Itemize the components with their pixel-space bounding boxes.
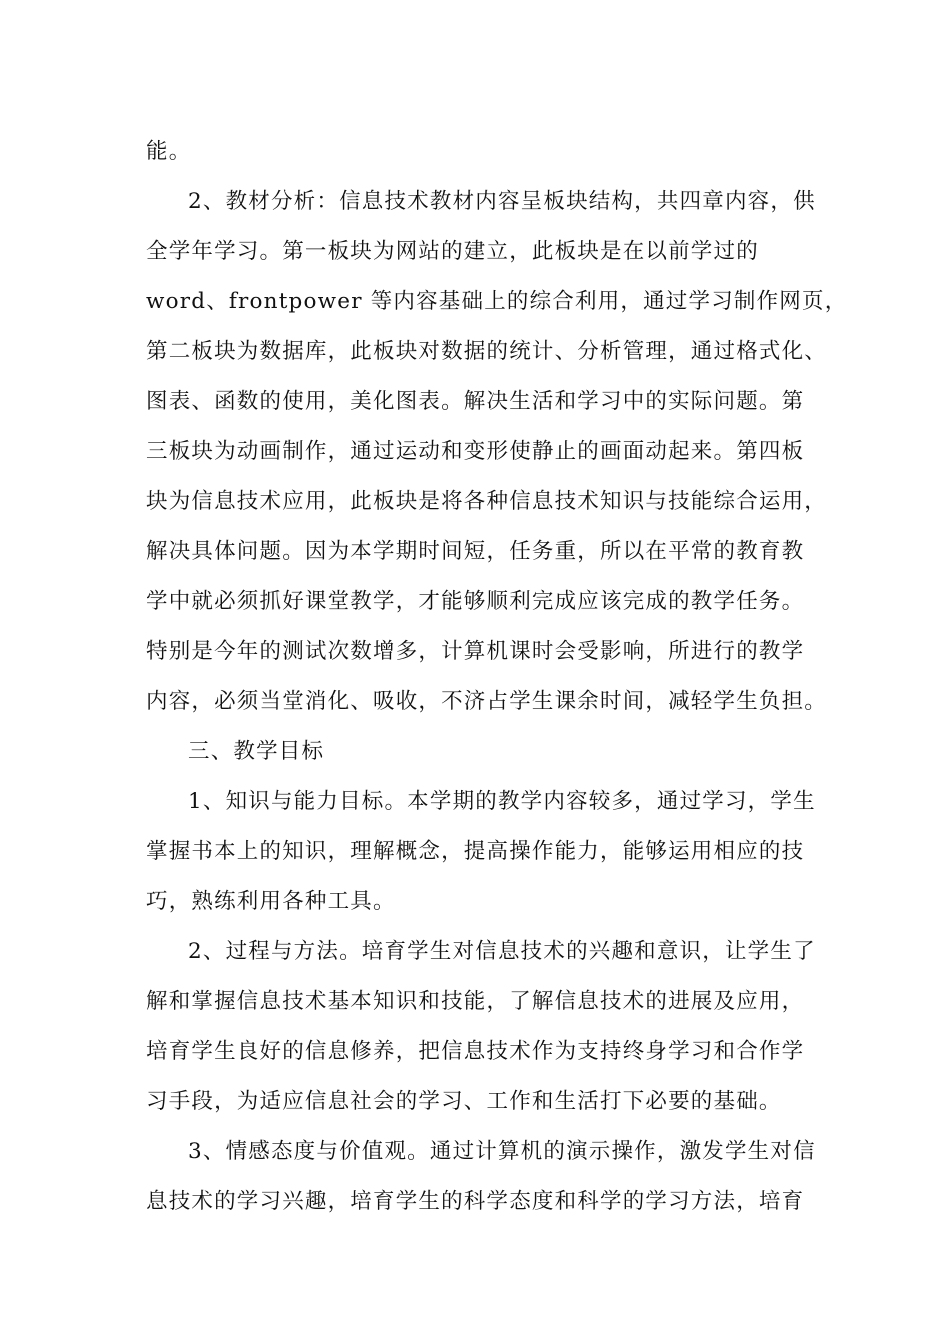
text-line: 解和掌握信息技术基本知识和技能，了解信息技术的进展及应用， bbox=[146, 989, 805, 1014]
text-line: 特别是今年的测试次数增多，计算机课时会受影响，所进行的教学 bbox=[146, 639, 805, 664]
text-line: 内容，必须当堂消化、吸收，不济占学生课余时间，减轻学生负担。 bbox=[146, 689, 828, 714]
text-line: 习手段，为适应信息社会的学习、工作和生活打下必要的基础。 bbox=[146, 1089, 782, 1114]
text-line: 第二板块为数据库，此板块对数据的统计、分析管理，通过格式化、 bbox=[146, 339, 828, 364]
text-line: 息技术的学习兴趣，培育学生的科学态度和科学的学习方法，培育 bbox=[146, 1189, 805, 1214]
paragraph-first-line: 2、过程与方法。培育学生对信息技术的兴趣和意识，让学生了 bbox=[188, 939, 816, 964]
text-line: 全学年学习。第一板块为网站的建立，此板块是在以前学过的 bbox=[146, 239, 759, 264]
text-line: 块为信息技术应用，此板块是将各种信息技术知识与技能综合运用， bbox=[146, 489, 828, 514]
paragraph-first-line: 3、情感态度与价值观。通过计算机的演示操作，激发学生对信 bbox=[188, 1139, 816, 1164]
text-line: 解决具体问题。因为本学期时间短，任务重，所以在平常的教育教 bbox=[146, 539, 805, 564]
text-line: 巧，熟练利用各种工具。 bbox=[146, 889, 396, 914]
paragraph-first-line: 2、教材分析：信息技术教材内容呈板块结构，共四章内容，供 bbox=[188, 189, 816, 214]
paragraph-first-line: 1、知识与能力目标。本学期的教学内容较多，通过学习，学生 bbox=[188, 789, 816, 814]
text-line: 掌握书本上的知识，理解概念，提高操作能力，能够运用相应的技 bbox=[146, 839, 805, 864]
text-line: 图表、函数的使用，美化图表。解决生活和学习中的实际问题。第 bbox=[146, 389, 805, 414]
text-line: 培育学生良好的信息修养，把信息技术作为支持终身学习和合作学 bbox=[146, 1039, 805, 1064]
text-line: word、frontpower 等内容基础上的综合利用，通过学习制作网页， bbox=[146, 289, 848, 314]
text-line: 学中就必须抓好课堂教学，才能够顺利完成应该完成的教学任务。 bbox=[146, 589, 805, 614]
text-line: 能。 bbox=[146, 139, 192, 164]
section-heading: 三、教学目标 bbox=[188, 739, 325, 764]
text-line: 三板块为动画制作，通过运动和变形使静止的画面动起来。第四板 bbox=[146, 439, 805, 464]
